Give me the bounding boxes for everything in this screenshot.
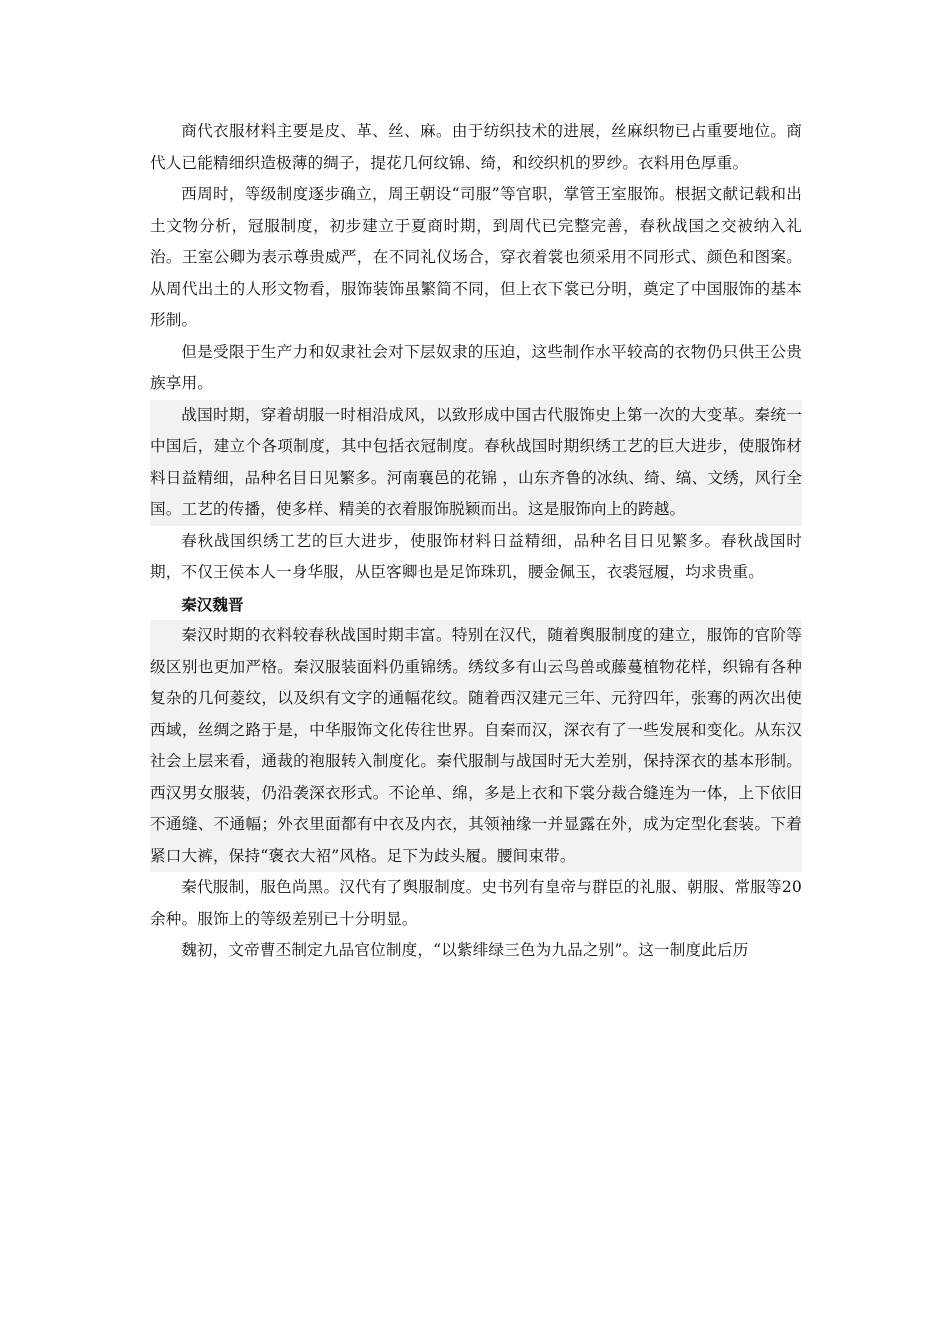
document-page <box>150 116 802 967</box>
paragraph-qin-dress-code: 秦代服制，服色尚黑。汉代有了舆服制度。史书列有皇帝与群臣的礼服、朝服、常服等20余种。服饰上的等级差别已十分明显。 <box>150 878 802 928</box>
paragraph-qin-han-fabrics: 秦汉时期的衣料较春秋战国时期丰富。特别在汉代，随着舆服制度的建立，服饰的官阶等级区别也更加严格。秦汉服装面料仍重锦绣。绣纹多有山云鸟兽或藤蔓植物花样，织锦有各种复杂的几何菱纹，以及织有文字的通幅花纹。随着西汉建元三年、元狩四年，张骞的两次出使西域，丝绸之路于是，中华服饰文化传往世界。自秦而汉，深衣有了一些发展和变化。从东汉社会上层来看，通裁的袍服转入制度化。秦代服制与战国时无大差别，保持深衣的基本形制。西汉男女服装，仍沿袭深衣形式。不论单、绵，多是上衣和下裳分裁合缝连为一体，上下依旧不通缝、不通幅；外衣里面都有中衣及内衣，其领袖缘一并显露在外，成为定型化套装。下着紧口大裤，保持“褒衣大袑”风格。足下为歧头履。腰间束带。 <box>150 620 802 872</box>
paragraph-wei-nine-ranks: 魏初，文帝曹丕制定九品官位制度，“以紫绯绿三色为九品之别”。这一制度此后历 <box>181 941 749 959</box>
section-heading-qin-han-wei-jin: 秦汉魏晋 <box>181 594 244 614</box>
paragraph-warring-states: 战国时期，穿着胡服一时相沿成风，以致形成中国古代服饰史上第一次的大变革。秦统一中国后，建立个各项制度，其中包括衣冠制度。春秋战国时期织绣工艺的巨大进步，使服饰材料日益精细，品种名目日见繁多。河南襄邑的花锦 ，山东齐鲁的冰纨、绮、缟、文绣，风行全国。工艺的传播，使多样、精美的衣着服饰脱颖而出。这是服饰向上的跨越。 <box>150 400 802 526</box>
paragraph-shang-materials: 商代衣服材料主要是皮、革、丝、麻。由于纺织技术的进展，丝麻织物已占重要地位。商代人已能精细织造极薄的绸子，提花几何纹锦、绮，和绞织机的罗纱。衣料用色厚重。 <box>150 122 802 172</box>
paragraph-productivity-limits: 但是受限于生产力和奴隶社会对下层奴隶的压迫，这些制作水平较高的衣物仍只供王公贵族享用。 <box>150 342 802 392</box>
paragraph-western-zhou: 西周时，等级制度逐步确立，周王朝设“司服”等官职，掌管王室服饰。根据文献记载和出土文物分析，冠服制度，初步建立于夏商时期，到周代已完整完善，春秋战国之交被纳入礼治。王室公卿为表示尊贵威严，在不同礼仪场合，穿衣着裳也须采用不同形式、颜色和图案。从周代出土的人形文物看，服饰装饰虽繁简不同，但上衣下裳已分明，奠定了中国服饰的基本形制。 <box>150 185 802 329</box>
paragraph-spring-autumn-weaving: 春秋战国织绣工艺的巨大进步，使服饰材料日益精细，品种名目日见繁多。春秋战国时期，不仅王侯本人一身华服，从臣客卿也是足饰珠玑，腰金佩玉，衣裘冠履，均求贵重。 <box>150 531 802 581</box>
